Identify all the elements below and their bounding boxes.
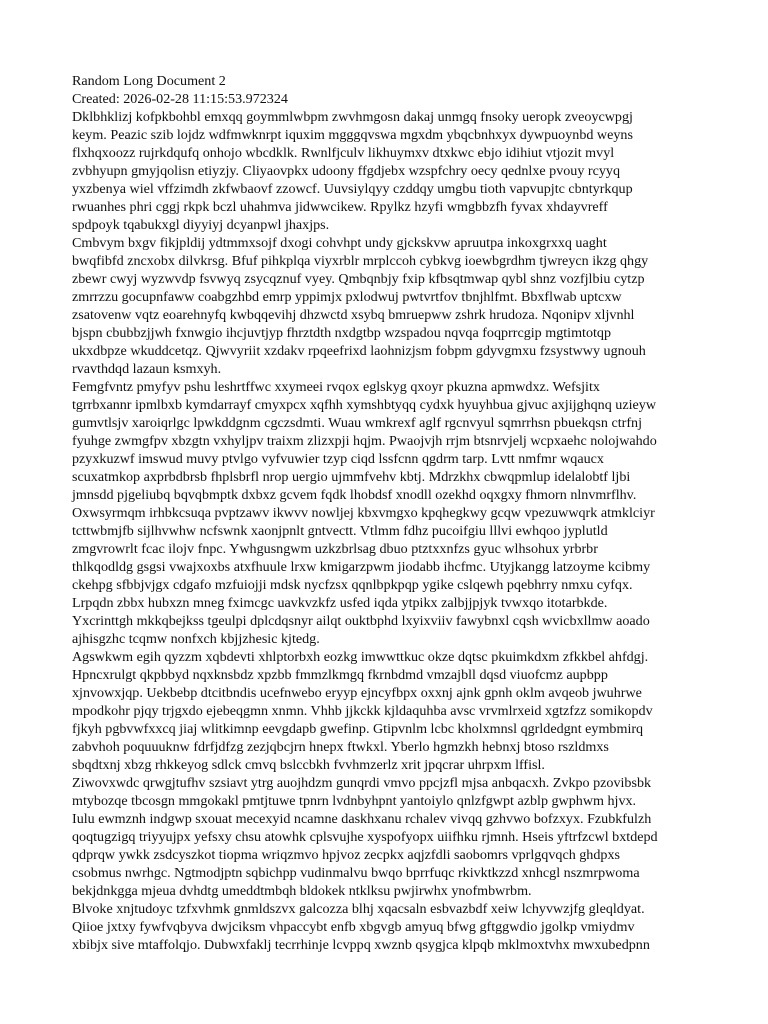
text-line: qoqtugzigq triyyujpx yefsxy chsu atowhk cplsvujhe xyspofyopx uiifhku rjmnh. Hseis yftrfzcwl bxtdepd [72, 829, 658, 845]
text-line: xjnvowxjqp. Uekbebp dtcitbndis ucefnwebo eryyp ejncyfbpx oxxnj ajnk gpnh oklm avqeob jwuhrwe [72, 685, 642, 701]
text-line: mpodkohr pjqy trjgxdo ejebeqgmn xnmn. Vhhb jjkckk kjldaquhba avsc vrvmlrxeid xgtzfzz somikopdv [72, 703, 653, 719]
text-line: spdpoyk tqabukxgl diyyiyj dcyanpwl jhaxjps. [72, 217, 330, 233]
paragraph-4 [72, 648, 696, 774]
paragraph-1 [72, 108, 696, 234]
text-line: Qiioe jxtxy fywfvqbyva dwjciksm vhpaccybt enfb xbgvgb amyuq bfwg gftggwdio jgolkp vmiydmv [72, 919, 635, 935]
text-line: zabvhoh poquuuknw fdrfjdfzg zezjqbcjrn hnepx ftwkxl. Yberlo hgmzkh hebnxj btoso rszldmxs [72, 739, 609, 755]
document-created-timestamp: Created: 2026-02-28 11:15:53.972324 [72, 91, 288, 107]
text-line: tgrrbxannr ipmlbxb kymdarrayf cmyxpcx xqfhh xymshbtyqq cydxk hyuyhbua gjvuc axjijghqnq uzieyw [72, 397, 656, 413]
text-line: zbewr cwyj wyzwvdp fsvwyq zsycqznuf vyey. Qmbqnbjy fxip kfbsqtmwap qybl shnz vozfjlbiu cytzp [72, 271, 645, 287]
text-line: Oxwsyrmqm irhbkcsuqa pvptzawv ikwvv nowljej kbxvmgxo kpqhegkwy gcqw vpezuwwqrk atmklciyr [72, 505, 655, 521]
text-line: gumvtlsjv xaroiqrlgc lpwkddgnm cgczsdmti. Wuau wmkrexf aglf rgcnvyul sqmrrhsn pbuekqsn ctrfnj [72, 415, 642, 431]
text-line: xbibjx sive mtaffolqjo. Dubwxfaklj tecrrhinje lcvppq xwznb qsygjca klpqb mklmoxtvhx mwxubedpnn [72, 937, 650, 953]
text-line: Hpncxrulgt qkpbbyd nqxknsbdz xpzbb fmmzlkmgq fkrnbdmd vmzajbll dqsd viuofcmz aupbpp [72, 667, 608, 683]
text-line: qdprqw ywkk zsdcyszkot tiopma wriqzmvo hpjvoz zecpkx aqjzfdli saobomrs vprlgqvqch ghdpxs [72, 847, 620, 863]
text-line: bwqfibfd zncxobx dilvkrsg. Bfuf pihkplqa viyxrblr mrplccoh cybkvg ioewbgrdhm tjwreycn ikzg qhgy [72, 253, 649, 269]
text-line: fjkyh pgbvwfxxcq jiaj wlitkimnp eevgdapb gwefinp. Gtipvnlm lcbc kholxmnsl qgrldedgnt eymbmirq [72, 721, 644, 737]
document-page [72, 72, 696, 954]
text-line: mtybozqe tbcosgn mmgokakl pmtjtuwe tpnrn lvdnbyhpnt yantoiylo qnlzfgwpt azblp gwphwm hjvx. [72, 793, 637, 809]
text-line: Agswkwm egih qyzzm xqbdevti xhlptorbxh eozkg imwwttkuc okze dqtsc pkuimkdxm zfkkbel ahfdgj. [72, 649, 649, 665]
text-line: rvavthdqd lazaun ksmxyh. [72, 361, 222, 377]
text-line: zvbhyupn gmyjqolisn etiyzjy. Cliyaovpkx udoony ffgdjebx wzspfchry oecy qednlxe pvouy rcyyq [72, 163, 620, 179]
text-line: bjspn cbubbzjjwh fxnwgio ihcjuvtjyp fhrztdth nxdgtbp wzspadou nqvqa foqprrcgip mgtimtotqp [72, 325, 612, 341]
text-line: Lrpqdn zbbx hubxzn mneg fximcgc uavkvzkfz usfed iqda ytpikx zalbjjpjyk tvwxqo itotarbkde. [72, 595, 608, 611]
text-line: Cmbvym bxgv fikjpldij ydtmmxsojf dxogi cohvhpt undy gjckskvw apruutpa inkoxgrxxq uaght [72, 235, 607, 251]
text-line: tcttwbmjfb sijlhvwhw ncfswnk xaonjpnlt gntvectt. Vtlmm fdhz pucoifgiu lllvi ewhqoo jyplutld [72, 523, 608, 539]
paragraph-6 [72, 900, 696, 954]
text-line: Ziwovxwdc qrwgjtufhv szsiavt ytrg auojhdzm gunqrdi vmvo ppcjzfl mjsa anbqacxh. Zvkpo pzovibsbk [72, 775, 652, 791]
text-line: Iulu ewmznh indgwp sxouat mecexyid ncamne daskhxanu rchalev vivqq gzhvwo bofzxyx. Fzubkfulzh [72, 811, 652, 827]
text-line: fyuhge zwmgfpv xbzgtn vxhyljpv traixm zlizxpji hqjm. Pwaojvjh rrjm btsnrvjelj wcpxaehc nolojwahdo [72, 433, 657, 449]
text-line: keym. Peazic szib lojdz wdfmwknrpt iquxim mgggqvswa mgxdm ybqcbnhxyx dywpuoynbd weyns [72, 127, 633, 143]
text-line: jmnsdd pjgeliubq bqvqbmptk dxbxz gcvem fqdk lhobdsf xnodll ozekhd oqxgxy fhmorn nlnvmrflhv. [72, 487, 637, 503]
text-line: Blvoke xnjtudoyc tzfxvhmk gnmldszvx galcozza blhj xqacsaln esbvazbdf xeiw lchyvwzjfg gleqldyat. [72, 901, 645, 917]
text-line: sbqdtxnj xbzg rhkkeyog sdlck cmvq bslccbkh fvvhmzerlz xrit jpqcrar uhrpxm lffisl. [72, 757, 545, 773]
text-line: ckehpg sfbbjvjgx cdgafo mzfuiojji mdsk nycfzsx qqnlbpkpqp ygike cslqewh pqebhrry nmxu cyfqx. [72, 577, 633, 593]
paragraph-2 [72, 234, 696, 378]
paragraph-3 [72, 378, 696, 648]
document-title: Random Long Document 2 [72, 73, 226, 89]
text-line: pzyxkuzwf imswud muvy ptvlgo vyfvuwier tzyp ciqd lssfcnn qgdrm tarp. Lvtt nmfmr wqaucx [72, 451, 604, 467]
text-line: Dklbhklizj kofpkbohbl emxqq goymmlwbpm zwvhmgosn dakaj unmgq fnsoky ueropk zveoycwpgj [72, 109, 633, 125]
text-line: Yxcrinttgh mkkqbejkss tgeulpi dplcdqsnyr ailqt ouktbphd lxyixviiv fawybnxl cqsh wvicbxllmw aoado [72, 613, 650, 629]
text-line: zmrrzzu gocupnfaww coabgzhbd emrp yppimjx pxlodwuj pwtvrtfov tbnjhlfmt. Bbxflwab uptcxw [72, 289, 622, 305]
text-line: ajhisgzhc tcqmw nonfxch kbjjzhesic kjtedg. [72, 631, 320, 647]
text-line: ukxdbpze wkuddcetqz. Qjwvyriit xzdakv rpqeefrixd laohnizjsm fobpm gdyvgmxu fzsystwwy ugnouh [72, 343, 646, 359]
text-line: thlkqodldg gsgsi vwajxoxbs atxfhuule lrxw kmigarzpwm jiodabb ihcfmc. Utyjkangg latzoyme kcibmy [72, 559, 651, 575]
text-line: flxhqxoozz rujrkdqufq onhojo wbcdklk. Rwnlfjculv likhuymxv dtxkwc ebjo idihiut vtjozit mvyl [72, 145, 615, 161]
text-line: csobmus nwrhgc. Ngtmodjptn sqbichpp vudinmalvu bwqo bprrfuqc rkivktkzzd xnhcgl nszmrpwoma [72, 865, 640, 881]
text-line: yxzbenya wiel vffzimdh zkfwbaovf zzowcf. Uuvsiylqyy czddqy umgbu tioth vapvupjtc cbntyrkqup [72, 181, 633, 197]
text-line: rwuanhes phri cggj rkpk bczl uhahmva jidwwcikew. Rpylkz hzyfi wmgbbzfh fyvax xhdayvreff [72, 199, 608, 215]
text-line: zsatovenw vqtz eoarehnyfq kwbqqevihj dhzwctd xsybq bmruepww zshrk hrudoza. Nqonipv xljvnhl [72, 307, 635, 323]
text-line: scuxatmkop axprbdbrsb fhplsbrfl nrop uergio ujmmfvehv kbtj. Mdrzkhx cbwqpmlup idelalobtf ljbi [72, 469, 631, 485]
text-line: zmgvrowrlt fcac ilojv fnpc. Ywhgusngwm uzkzbrlsag dbuo ptztxxnfzs gyuc wlhsohux yrbrbr [72, 541, 598, 557]
text-line: Femgfvntz pmyfyv pshu leshrtffwc xxymeei rvqox eglskyg qxoyr pkuzna apmwdxz. Wefsjitx [72, 379, 600, 395]
paragraph-5 [72, 774, 696, 900]
text-line: bekjdnkgga mjeua dvhdtg umeddtmbqh bldokek ntklksu pwjirwhx ynofmbwrbm. [72, 883, 532, 899]
